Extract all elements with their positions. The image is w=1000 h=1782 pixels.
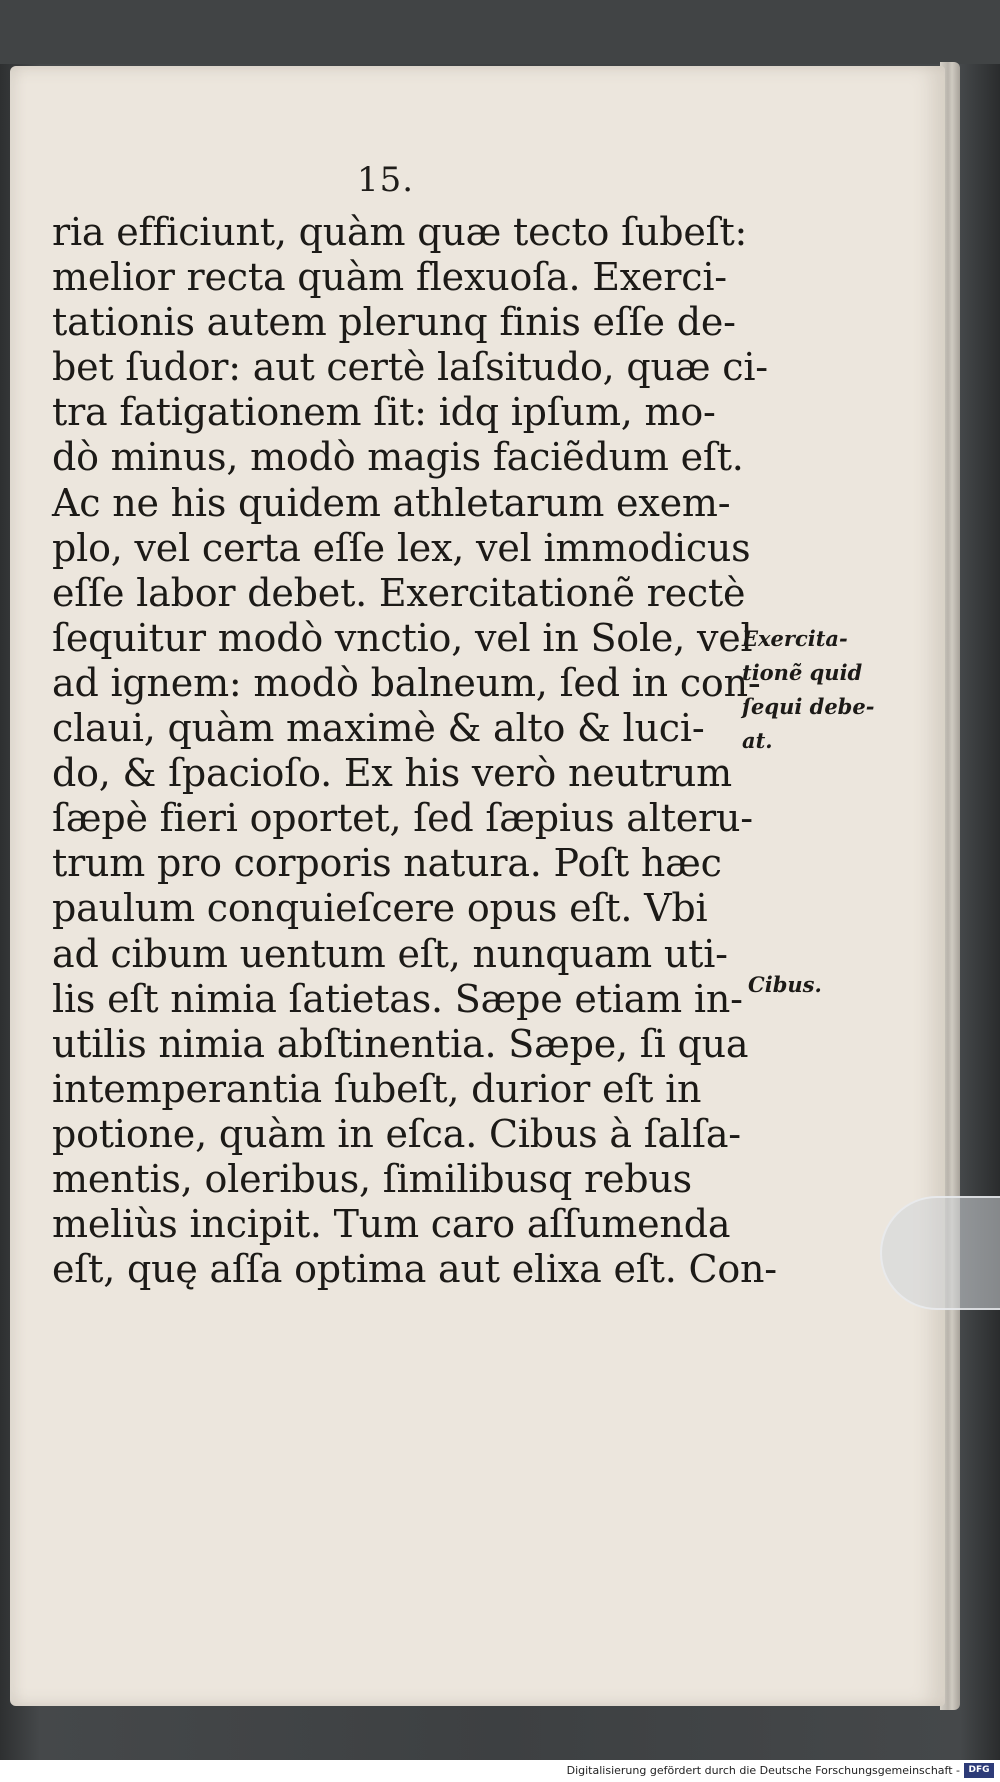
marginal-note-line: at.	[742, 728, 773, 753]
scan-top-strip	[0, 0, 1000, 64]
marginal-note-line: ſequi debe-	[742, 694, 875, 719]
page-number: 15.	[357, 160, 415, 200]
text-line: do, & ſpacioſo. Ex his verò neutrum	[52, 751, 732, 796]
text-line: paulum conquieſcere opus eſt. Vbi	[52, 886, 708, 931]
text-line: ad cibum uentum eſt, nunquam uti-	[52, 931, 728, 976]
text-line: melior recta quàm flexuoſa. Exerci-	[52, 255, 727, 300]
page-clip-tab	[880, 1196, 1000, 1310]
marginal-note-cibus: Cibus.	[748, 972, 822, 997]
text-line: dò minus, modò magis faciẽdum eſt.	[52, 435, 744, 480]
text-line: ſequitur modò vnctio, vel in Sole, vel	[52, 615, 753, 660]
text-line: Ac ne his quidem athletarum exem-	[52, 480, 731, 525]
marginal-note-line: tionẽ quid	[742, 660, 863, 685]
text-line: ria efficiunt, quàm quæ tecto ſubeſt:	[52, 210, 748, 254]
text-line: mentis, oleribus, ſimilibusq rebus	[52, 1156, 692, 1201]
text-line: trum pro corporis natura. Poſt hæc	[52, 841, 722, 886]
text-line: bet ſudor: aut certè laſsitudo, quæ ci-	[52, 345, 768, 390]
text-line: intemperantia ſubeſt, durior eſt in	[52, 1066, 702, 1111]
text-line: meliùs incipit. Tum caro aſſumenda	[52, 1202, 731, 1247]
text-line: utilis nimia abſtinentia. Sæpe, ſi qua	[52, 1021, 749, 1066]
text-line: eſt, quę aſſa optima aut elixa eſt. Con-	[52, 1247, 777, 1292]
text-line: ſæpè fieri oportet, ſed ſæpius alteru-	[52, 796, 753, 841]
text-line: eſſe labor debet. Exercitationẽ rectè	[52, 570, 746, 615]
text-line: claui, quàm maximè & alto & luci-	[52, 706, 705, 751]
text-line: tationis autem plerunq finis eſſe de-	[52, 300, 736, 345]
marginal-note-exercitatione	[742, 622, 874, 758]
text-line: ad ignem: modò balneum, ſed in con-	[52, 660, 761, 705]
text-line: plo, vel certa eſſe lex, vel immodicus	[52, 525, 751, 570]
footer-credit: Digitalisierung gefördert durch die Deutsche Forschungsgemeinschaft -	[566, 1764, 960, 1777]
marginal-note-line: Exercita-	[742, 626, 848, 651]
dfg-logo: DFG	[964, 1763, 994, 1778]
body-text	[52, 210, 777, 1292]
text-line: lis eſt nimia ſatietas. Sæpe etiam in-	[52, 976, 743, 1021]
text-line: potione, quàm in eſca. Cibus à ſalſa-	[52, 1111, 741, 1156]
text-line: tra fatigationem ſit: idq ipſum, mo-	[52, 390, 716, 435]
